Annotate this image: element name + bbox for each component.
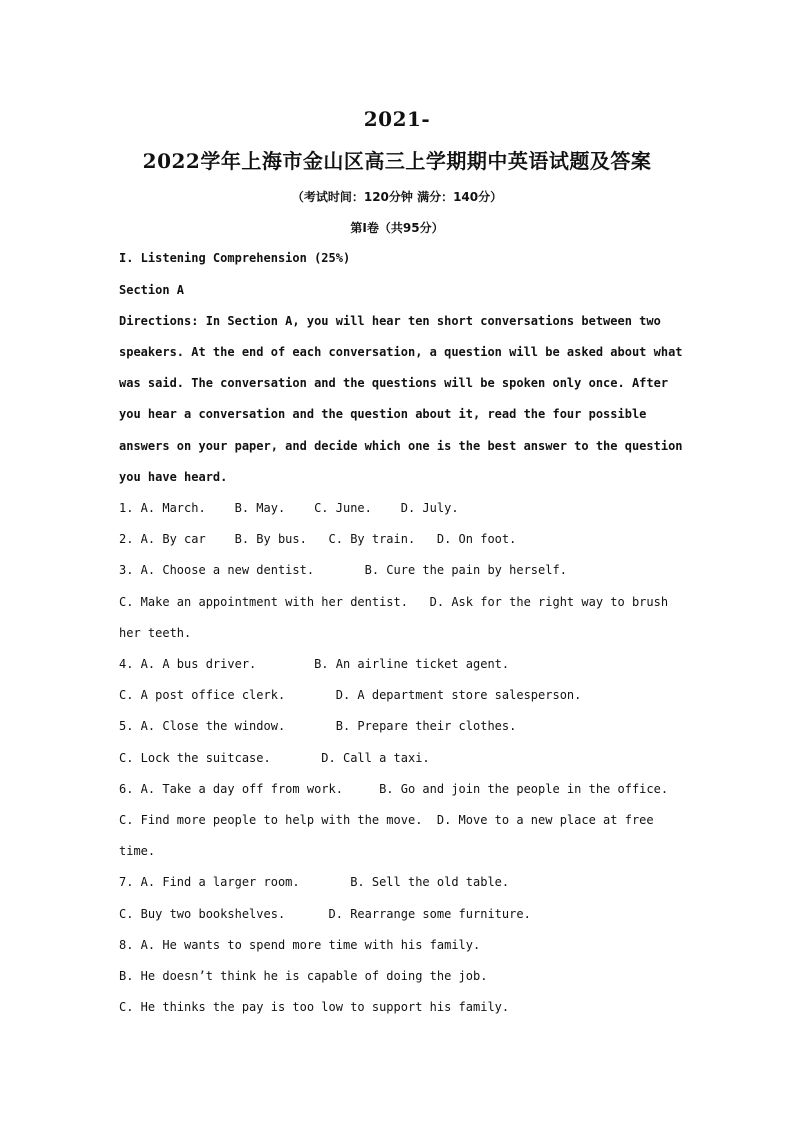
question-line: 5. A. Close the window. B. Prepare their clothes. (119, 719, 517, 733)
question-line: 2. A. By car B. By bus. C. By train. D. On foot. (119, 532, 517, 546)
question-line: C. Lock the suitcase. D. Call a taxi. (119, 751, 430, 765)
question-line: 8. A. He wants to spend more time with his family. (119, 938, 481, 952)
directions-line: Directions: In Section A, you will hear ten short conversations between two (119, 314, 661, 328)
directions-line: you hear a conversation and the question about it, read the four possible (119, 407, 647, 421)
question-line: C. Buy two bookshelves. D. Rearrange some furniture. (119, 907, 531, 921)
volume-title: 第I卷（共95分） (350, 221, 444, 235)
question-line: C. He thinks the pay is too low to support his family. (119, 1000, 510, 1014)
question-line: time. (119, 844, 156, 858)
directions-line: answers on your paper, and decide which one is the best answer to the question (119, 439, 683, 453)
question-line: 1. A. March. B. May. C. June. D. July. (119, 501, 459, 515)
exam-info: （考试时间：120分钟 满分：140分） (291, 190, 503, 204)
question-line: C. Find more people to help with the move. D. Move to a new place at free (119, 813, 654, 827)
question-line: 4. A. A bus driver. B. An airline ticket agent. (119, 657, 510, 671)
question-line: C. Make an appointment with her dentist. D. Ask for the right way to brush (119, 595, 669, 609)
question-line: B. He doesn’t think he is capable of doing the job. (119, 969, 488, 983)
question-line: C. A post office clerk. D. A department store salesperson. (119, 688, 582, 702)
directions-line: was said. The conversation and the questions will be spoken only once. After (119, 376, 669, 390)
document-title-line-2: 2022学年上海市金山区高三上学期期中英语试题及答案 (142, 149, 652, 173)
question-line: 6. A. Take a day off from work. B. Go and join the people in the office. (119, 782, 669, 796)
directions-line: you have heard. (119, 470, 228, 484)
question-line: her teeth. (119, 626, 192, 640)
question-line: 3. A. Choose a new dentist. B. Cure the pain by herself. (119, 563, 567, 577)
section-a-label: Section A (119, 283, 185, 297)
directions-line: speakers. At the end of each conversation, a question will be asked about what (119, 345, 683, 359)
question-line: 7. A. Find a larger room. B. Sell the old table. (119, 875, 510, 889)
document-title-line-1: 2021- (363, 107, 431, 131)
section-heading: I. Listening Comprehension (25%) (119, 251, 351, 265)
